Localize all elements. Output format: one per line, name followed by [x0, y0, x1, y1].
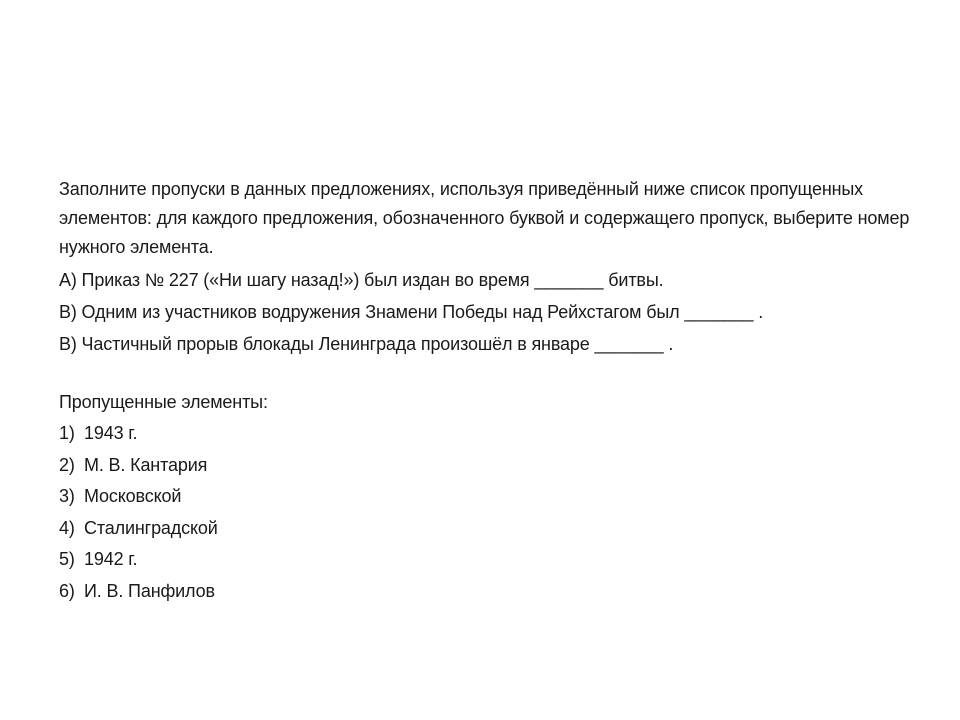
option-number: 6): [59, 580, 75, 601]
option-number: 2): [59, 454, 75, 475]
list-item: [59, 514, 919, 546]
option-text: 1942 г.: [84, 549, 138, 569]
list-item: [59, 545, 919, 577]
option-text: Московской: [84, 486, 182, 506]
options-title: Пропущенные элементы:: [59, 392, 268, 412]
option-text: 1943 г.: [84, 423, 138, 443]
task-instruction: Заполните пропуски в данных предложениях, используя приведённый ниже список пропущенных элементов: для каждого предложения, обозначенного буквой и содержащего пропуск, выберите номер нужного элемента.: [59, 179, 910, 257]
sentence-c: В) Частичный прорыв блокады Ленинграда произошёл в январе _______ .: [59, 334, 674, 354]
option-text: И. В. Панфилов: [84, 580, 215, 601]
option-text: Сталинградской: [84, 517, 218, 538]
option-number: 1): [59, 423, 75, 443]
option-number: 5): [59, 549, 75, 569]
sentence-b: В) Одним из участников водружения Знамени Победы над Рейхстагом был _______ .: [59, 302, 764, 322]
option-number: 4): [59, 517, 75, 538]
option-number: 3): [59, 486, 75, 506]
list-item: [59, 482, 919, 514]
list-item: [59, 419, 919, 451]
option-text: М. В. Кантария: [84, 454, 208, 475]
slide-content: [59, 175, 919, 608]
sentence-a: А) Приказ № 227 («Ни шагу назад!») был издан во время _______ битвы.: [59, 270, 664, 290]
options-list: [59, 419, 919, 608]
list-item: [59, 451, 919, 483]
spacer: [59, 358, 919, 388]
list-item: [59, 577, 919, 609]
